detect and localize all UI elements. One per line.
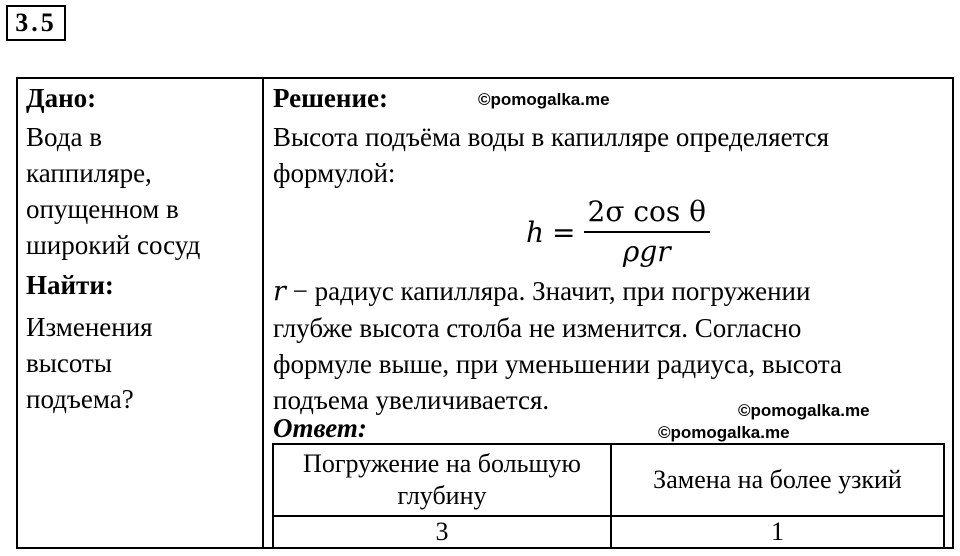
watermark: ©pomogalka.me (658, 423, 790, 442)
find-line: Изменения (26, 312, 153, 342)
given-line: Вода в (26, 122, 102, 152)
answer-value-row (273, 516, 944, 548)
given-line: опущенном в (26, 194, 179, 224)
watermark: ©pomogalka.me (738, 401, 870, 420)
given-line: широкий сосуд (26, 230, 201, 260)
given-line: каппиляре, (26, 158, 152, 188)
answer-value: 3 (273, 516, 611, 548)
solution-body-line (273, 273, 943, 310)
find-line: подъема? (26, 384, 134, 414)
formula-denominator: ρgr (622, 235, 671, 268)
solution-body-line: подъема увеличивается. (273, 385, 550, 415)
solution-body-text: радиус капилляра. Значит, при погружении (307, 276, 811, 306)
given-header: Дано: (26, 83, 97, 113)
solution-intro-line: формулой: (273, 158, 396, 188)
column-divider (262, 77, 264, 549)
watermark: ©pomogalka.me (478, 90, 610, 109)
dash: − (292, 276, 308, 306)
solution-intro-line: Высота подъёма воды в капилляре определяется (273, 122, 830, 152)
find-line: высоты (26, 348, 112, 378)
answer-label: Ответ: (273, 413, 367, 443)
answer-header-row (273, 444, 944, 516)
answer-table (272, 443, 945, 549)
answer-column-header: Погружение на большую глубину (273, 444, 611, 516)
problem-number: 3.5 (6, 5, 66, 41)
formula-fraction (584, 195, 711, 269)
formula-equals: = (552, 215, 576, 249)
find-header: Найти: (26, 270, 114, 300)
formula-numerator: 2σ cos θ (584, 195, 711, 233)
solution-header: Решение: (273, 83, 388, 113)
radius-symbol: r (273, 276, 286, 307)
height-formula (526, 192, 710, 272)
given-find-column (26, 80, 258, 417)
solution-body-line: формуле выше, при уменьшении радиуса, высота (273, 349, 842, 379)
formula-lhs: h (526, 215, 545, 249)
answer-column-header: Замена на более узкий (611, 444, 944, 516)
answer-value: 1 (611, 516, 944, 548)
solution-body-line: глубже высота столба не изменится. Согласно (273, 313, 802, 343)
